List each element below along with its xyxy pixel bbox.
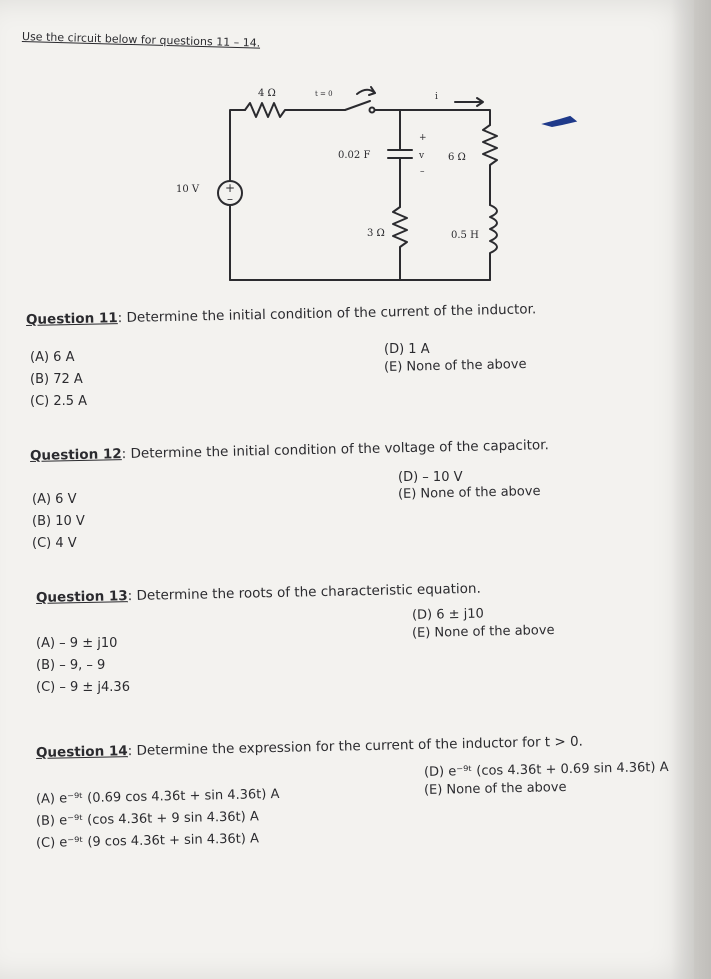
resistor-4ohm <box>245 103 345 117</box>
question-13-text: : Determine the roots of the characteristic equation. <box>127 580 481 605</box>
q12-option-b: (B) 10 V <box>32 514 85 529</box>
i-label: i <box>435 92 438 102</box>
wire-left-top <box>230 110 245 180</box>
question-12-label: Question 12 <box>29 446 122 464</box>
question-12-text: : Determine the initial condition of the voltage of the capacitor. <box>121 437 549 463</box>
wire-top-right <box>375 110 490 125</box>
switch <box>345 101 370 110</box>
question-14-label: Question 14 <box>35 743 128 761</box>
q11-option-d: (D) 1 A <box>384 342 430 357</box>
source-label: 10 V <box>176 184 200 195</box>
q13-option-b: (B) – 9, – 9 <box>36 658 106 673</box>
question-14-text: : Determine the expression for the current of the inductor for t > 0. <box>127 733 584 760</box>
switch-contact <box>370 108 375 113</box>
inductor <box>490 205 497 280</box>
q13-option-c: (C) – 9 ± j4.36 <box>36 680 130 695</box>
pen-mark <box>545 117 575 126</box>
source-plus: + <box>225 181 236 195</box>
q11-option-c: (C) 2.5 A <box>30 394 88 409</box>
q11-option-a: (A) 6 A <box>30 350 75 365</box>
resistor-3ohm <box>393 207 407 280</box>
cap-label: 0.02 F <box>338 150 371 161</box>
source-minus: – <box>227 192 233 206</box>
q13-option-d: (D) 6 ± j10 <box>411 606 485 623</box>
v-plus: + <box>419 133 427 143</box>
question-13-label: Question 13 <box>35 588 128 606</box>
q12-option-d: (D) – 10 V <box>398 470 463 485</box>
q13-option-e: (E) None of the above <box>411 623 555 641</box>
r1-label: 4 Ω <box>258 88 276 99</box>
resistor-6ohm <box>483 125 497 205</box>
q11-option-e: (E) None of the above <box>383 357 527 375</box>
question-11-text: : Determine the initial condition of the current of the inductor. <box>117 301 537 327</box>
q14-option-c: (C) e⁻⁹ᵗ (9 cos 4.36t + sin 4.36t) A <box>35 831 260 851</box>
switch-label: t = 0 <box>315 90 333 98</box>
r2-label: 6 Ω <box>448 152 466 163</box>
q11-option-b: (B) 72 A <box>30 372 83 387</box>
q14-option-b: (B) e⁻⁹ᵗ (cos 4.36t + 9 sin 4.36t) A <box>35 809 259 829</box>
question-11-label: Question 11 <box>25 310 118 328</box>
instructions-heading: Use the circuit below for questions 11 – 14. <box>21 30 261 50</box>
q13-option-a: (A) – 9 ± j10 <box>36 636 118 651</box>
inductor-label: 0.5 H <box>451 230 479 241</box>
q14-option-d: (D) e⁻⁹ᵗ (cos 4.36t + 0.69 sin 4.36t) A <box>423 759 669 780</box>
r3-label: 3 Ω <box>367 228 385 239</box>
q14-option-e: (E) None of the above <box>423 780 567 798</box>
q12-option-e: (E) None of the above <box>397 484 541 502</box>
q14-option-a: (A) e⁻⁹ᵗ (0.69 cos 4.36t + sin 4.36t) A <box>35 786 280 807</box>
q12-option-c: (C) 4 V <box>32 536 77 551</box>
v-minus: – <box>420 167 425 177</box>
q12-option-a: (A) 6 V <box>32 492 77 507</box>
v-label: v <box>419 151 425 161</box>
